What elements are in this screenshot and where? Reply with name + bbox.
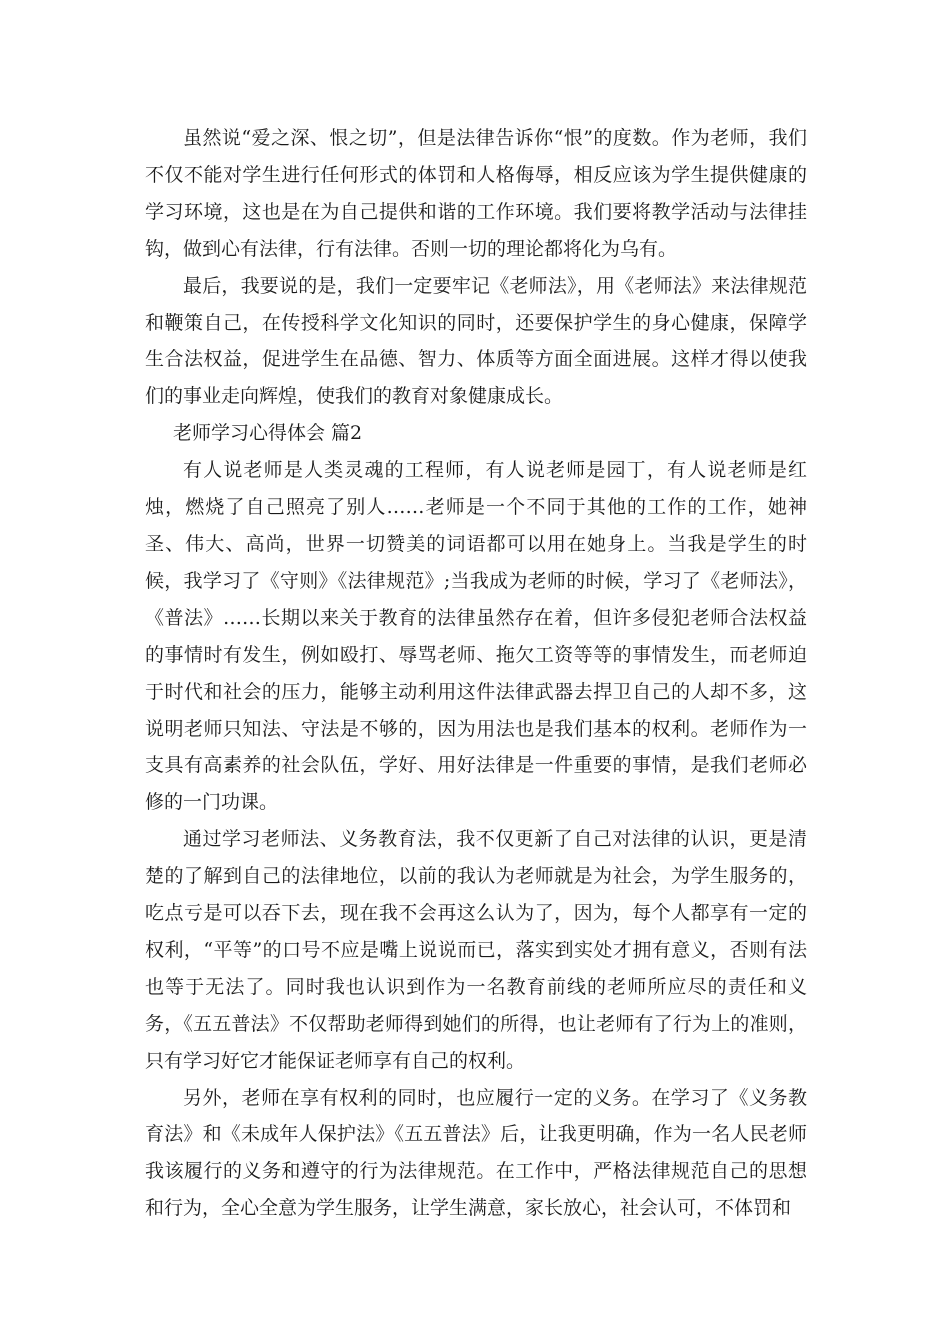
paragraph: 有人说老师是人类灵魂的工程师，有人说老师是园丁，有人说老师是红烛，燃烧了自己照亮了别人……老师是一个不同于其他的工作的工作，她神圣、伟大、高尚，世界一切赞美的词语都可以用在她身上。当我是学生的时候，我学习了《守则》《法律规范》;当我成为老师的时候，学习了《老师法》，《普法》……长期以来关于教育的法律虽然存在着，但许多侵犯老师合法权益的事情时有发生，例如殴打、辱骂老师、拖欠工资等等的事情发生，而老师迫于时代和社会的压力，能够主动利用这件法律武器去捍卫自己的人却不多，这说明老师只知法、守法是不够的，因为用法也是我们基本的权利。老师作为一支具有高素养的社会队伍，学好、用好法律是一件重要的事情，是我们老师必修的一门功课。 [145,459,807,814]
paragraph: 通过学习老师法、义务教育法，我不仅更新了自己对法律的认识，更是清楚的了解到自己的法律地位，以前的我认为老师就是为社会，为学生服务的，吃点亏是可以吞下去，现在我不会再这么认为了，因为，每个人都享有一定的权利，“平等”的口号不应是嘴上说说而已，落实到实处才拥有意义，否则有法也等于无法了。同时我也认识到作为一名教育前线的老师所应尽的责任和义务，《五五普法》不仅帮助老师得到她们的所得，也让老师有了行为上的准则，只有学习好它才能保证老师享有自己的权利。 [145,828,807,1072]
document-body [145,120,807,1227]
section-heading: 老师学习心得体会 篇2 [173,422,363,445]
paragraph: 最后，我要说的是，我们一定要牢记《老师法》，用《老师法》来法律规范和鞭策自己，在传授科学文化知识的同时，还要保护学生的身心健康，保障学生合法权益，促进学生在品德、智力、体质等方面全面进展。这样才得以使我们的事业走向辉煌，使我们的教育对象健康成长。 [145,274,807,408]
paragraph: 另外，老师在享有权利的同时，也应履行一定的义务。在学习了《义务教育法》和《未成年人保护法》《五五普法》后，让我更明确，作为一名人民老师我该履行的义务和遵守的行为法律规范。在工作中，严格法律规范自己的思想和行为，全心全意为学生服务，让学生满意，家长放心，社会认可，不体罚和 [145,1086,807,1220]
paragraph: 虽然说“爱之深、恨之切”，但是法律告诉你“恨”的度数。作为老师，我们不仅不能对学生进行任何形式的体罚和人格侮辱，相反应该为学生提供健康的学习环境，这也是在为自己提供和谐的工作环境。我们要将教学活动与法律挂钩，做到心有法律，行有法律。否则一切的理论都将化为乌有。 [145,127,807,260]
